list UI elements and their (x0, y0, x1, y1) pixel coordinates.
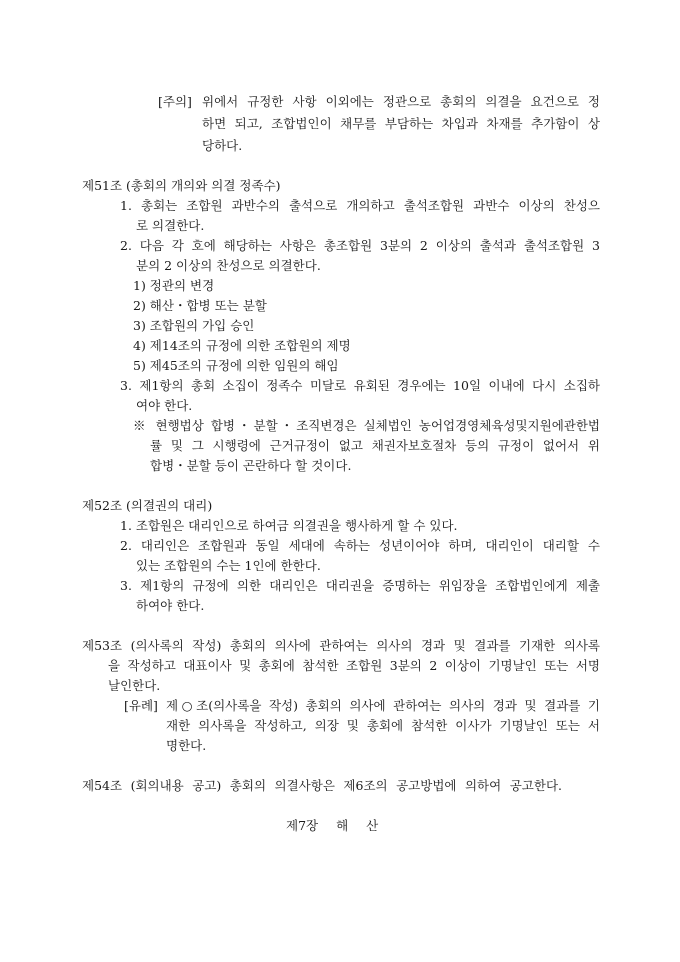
note-line-2: 하면 되고, 조합법인이 채무를 부담하는 차입과 차재를 추가함이 상 (202, 116, 600, 131)
article-51-remark-line-3: 합병・분할 등이 곤란하다 할 것이다. (150, 458, 352, 473)
article-53-line-2: 을 작성하고 대표이사 및 총회에 참석한 조합원 3분의 2 이상이 기명날인 또는 서명 (108, 658, 600, 673)
example-line-2: 재한 의사록을 작성하고, 의장 및 총회에 참석한 이사가 기명날인 또는 서 (166, 718, 600, 733)
article-52-item-2-line-2: 있는 조합원의 수는 1인에 한한다. (136, 558, 321, 573)
article-51-heading: 제51조 (총회의 개의와 의결 정족수) (82, 178, 281, 193)
article-51-remark-line-2: 률 및 그 시행령에 근거규정이 없고 채권자보호절차 등의 규정이 없어서 위 (150, 438, 600, 453)
article-51-item-1-line-2: 로 의결한다. (136, 218, 205, 233)
article-51-subitem-5: 5) 제45조의 규정에 의한 임원의 해임 (133, 358, 339, 373)
article-51-item-1-line-1: 1. 총회는 조합원 과반수의 출석으로 개의하고 출석조합원 과반수 이상의 찬성으 (120, 198, 600, 213)
example-line-3: 명한다. (166, 738, 207, 753)
example-line-1: 제○조(의사록을 작성) 총회의 의사에 관하여는 의사의 경과 및 결과를 기 (166, 698, 600, 713)
article-51-subitem-3: 3) 조합원의 가입 승인 (133, 318, 255, 333)
article-52-heading: 제52조 (의결권의 대리) (82, 498, 213, 513)
chapter-7-title: 제7장 해 산 (286, 818, 379, 833)
article-51-item-3-line-1: 3. 제1항의 총회 소집이 정족수 미달로 유회된 경우에는 10일 이내에 다시 소집하 (120, 378, 600, 393)
article-51-item-2-line-1: 2. 다음 각 호에 해당하는 사항은 총조합원 3분의 2 이상의 출석과 출석조합원 3 (120, 238, 600, 253)
example-label: [유례] (124, 698, 158, 713)
article-51-subitem-1: 1) 정관의 변경 (133, 278, 215, 293)
article-53-line-1: 제53조 (의사록의 작성) 총회의 의사에 관하여는 의사의 경과 및 결과를 기재한 의사록 (82, 638, 600, 653)
article-54-line: 제54조 (회의내용 공고) 총회의 의결사항은 제6조의 공고방법에 의하여 공고한다. (82, 778, 562, 793)
article-51-subitem-4: 4) 제14조의 규정에 의한 조합원의 제명 (133, 338, 351, 353)
article-51-item-3-line-2: 여야 한다. (136, 398, 193, 413)
note-label: [주의] (158, 94, 192, 109)
article-52-item-1: 1. 조합원은 대리인으로 하여금 의결권을 행사하게 할 수 있다. (120, 518, 458, 533)
article-51-item-2-line-2: 분의 2 이상의 찬성으로 의결한다. (136, 258, 321, 273)
article-52-item-3-line-1: 3. 제1항의 규정에 의한 대리인은 대리권을 증명하는 위임장을 조합법인에게 제출 (120, 578, 600, 593)
article-52-item-3-line-2: 하여야 한다. (136, 598, 205, 613)
article-51-remark-line-1: ※ 현행법상 합병・분할・조직변경은 실체법인 농어업경영체육성및지원에관한법 (133, 418, 600, 433)
article-52-item-2-line-1: 2. 대리인은 조합원과 동일 세대에 속하는 성년이어야 하며, 대리인이 대리할 수 (120, 538, 600, 553)
note-line-1: 위에서 규정한 사항 이외에는 정관으로 총회의 의결을 요건으로 정 (202, 94, 600, 109)
note-line-3: 당하다. (202, 138, 243, 153)
article-53-line-3: 날인한다. (108, 678, 161, 693)
article-51-subitem-2: 2) 해산・합병 또는 분할 (133, 298, 267, 313)
